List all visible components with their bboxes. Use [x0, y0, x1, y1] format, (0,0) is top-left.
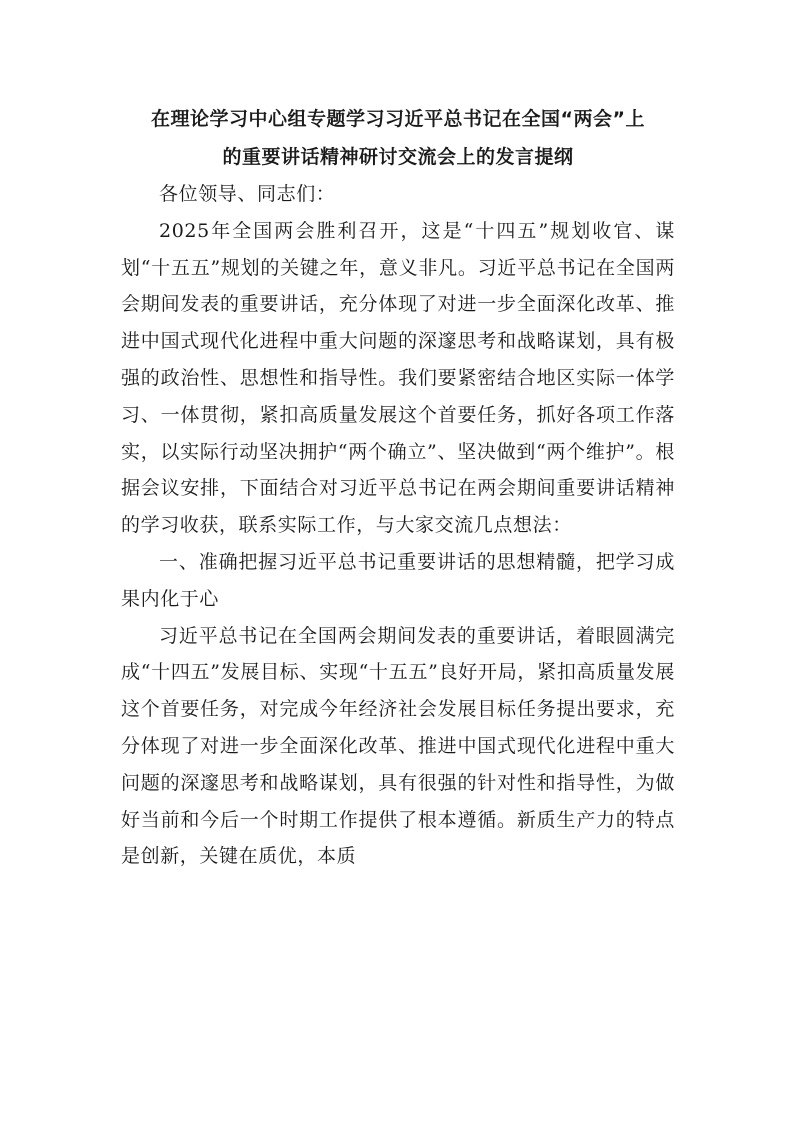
title-line-1: 在理论学习中心组专题学习习近平总书记在全国“两会”上	[151, 108, 645, 130]
document-title	[121, 100, 675, 176]
section-heading-1: 一、准确把握习近平总书记重要讲话的思想精髓，把学习成果内化于心	[121, 550, 675, 610]
title-line-2: 的重要讲话精神研讨交流会上的发言提纲	[222, 146, 574, 168]
paragraph-intro: 2025年全国两会胜利召开，这是“十四五”规划收官、谋划“十五五”规划的关键之年，意义非凡。习近平总书记在全国两会期间发表的重要讲话，充分体现了对进一步全面深化改革、推进中国式现代化进程中重大问题的深邃思考和战略谋划，具有极强的政治性、思想性和指导性。我们要紧密结合地区实际一体学习、一体贯彻，紧扣高质量发展这个首要任务，抓好各项工作落实，以实际行动坚决拥护“两个确立”、坚决做到“两个维护”。根据会议安排，下面结合对习近平总书记在两会期间重要讲话精神的学习收获，联系实际工作，与大家交流几点想法：	[121, 219, 675, 537]
paragraph-section-1: 习近平总书记在全国两会期间发表的重要讲话，着眼圆满完成“十四五”发展目标、实现“十五五”良好开局，紧扣高质量发展这个首要任务，对完成今年经济社会发展目标任务提出要求，充分体现了对进一步全面深化改革、推进中国式现代化进程中重大问题的深邃思考和战略谋划，具有很强的针对性和指导性，为做好当前和今后一个时期工作提供了根本遵循。新质生产力的特点是创新，关键在质优，本质	[121, 624, 675, 868]
document-body	[121, 100, 675, 875]
salutation: 各位领导、同志们：	[159, 183, 336, 205]
